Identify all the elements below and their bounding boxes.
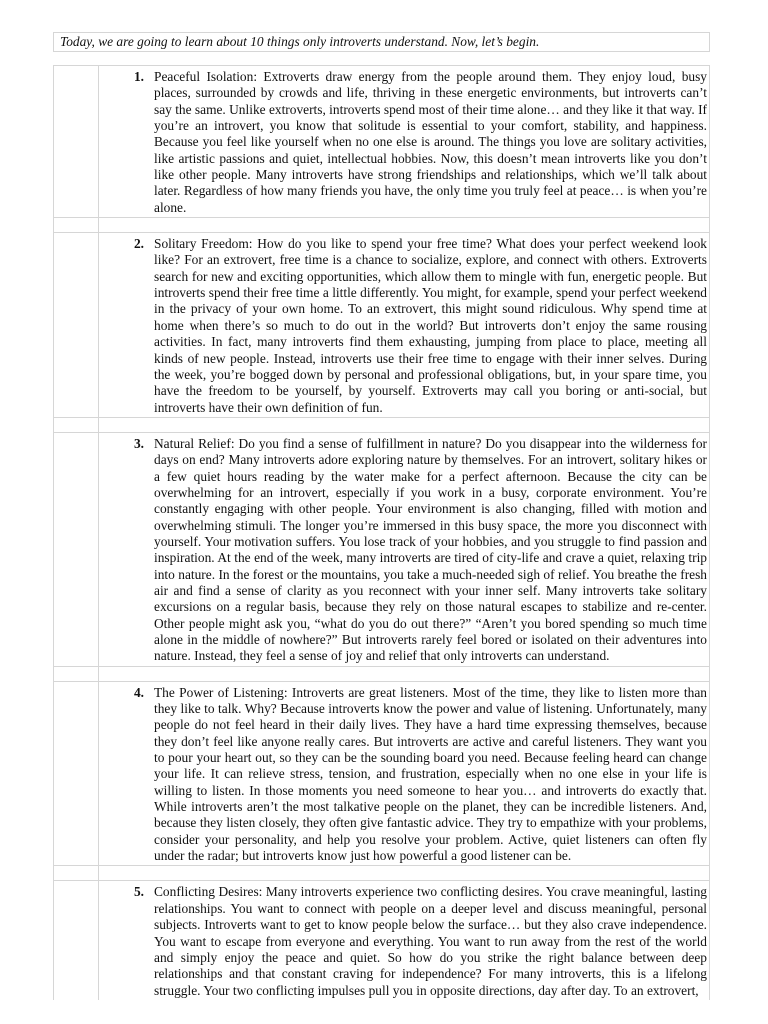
list-item-number: 1.: [133, 69, 144, 84]
list-item-body: [99, 66, 709, 217]
list-item: [53, 681, 710, 867]
list-item-text: Conflicting Desires: Many introverts experience two conflicting desires. You crave meaningful, lasting relationships. You want to connect with people on a deeper level and discuss meaningful, personal subjects. Introverts want to get to know people below the surface… but they also crave independence. You want to escape from everyone and everything. You want to run away from the rest of the world and simply enjoy the peace and quiet. So how do you strike the right balance between deep relationships and that constant craving for independence? For many introverts, this is a lifelong struggle. Your two conflicting impulses pull you in opposite directions, day after day. To an extrovert,: [154, 884, 707, 998]
list-item-number: 5.: [133, 884, 144, 900]
table-cell-empty: [54, 233, 99, 417]
table-gap: [53, 52, 710, 65]
document-table: [53, 32, 710, 1000]
table-spacer-row: [53, 218, 710, 232]
table-cell-empty: [54, 682, 99, 866]
list-item-body: [99, 433, 709, 666]
list-item: [53, 232, 710, 418]
table-cell-empty: [54, 66, 99, 217]
list-item-text: Solitary Freedom: How do you like to spend your free time? What does your perfect weekend look like? For an extrovert, free time is a chance to socialize, explore, and connect with others. Extroverts search for new and exciting opportunities, which allow them to mingle with fun, energetic people. But introverts spend their free time a little differently. You might, for example, spend your perfect weekend in the privacy of your own home. To an extrovert, this might sound ridiculous. Why spend time at home when there’s so much to do out in the world? But introverts don’t enjoy the same rousing activities. In fact, many introverts find them exhausting, jumping from place to place, meeting all kinds of new people. Instead, introverts use their free time to engage with their inner selves. During the week, you’re bogged down by personal and professional obligations, but, in your spare time, you have the freedom to be yourself, by yourself. Extroverts may call you boring or anti-social, but introverts have their own definition of fun.: [154, 236, 707, 415]
list-item-body: [99, 682, 709, 866]
list-item: [53, 65, 710, 218]
table-cell-empty: [54, 881, 99, 999]
table-spacer-row: [53, 866, 710, 880]
list-item: [53, 432, 710, 667]
list-item-body: [99, 881, 709, 999]
table-spacer-row: [53, 418, 710, 432]
table-cell-empty: [54, 433, 99, 666]
list-item-text: The Power of Listening: Introverts are great listeners. Most of the time, they like to listen more than they like to talk. Why? Because introverts know the power and value of listening. Unfortunately, many people do not feel heard in their daily lives. They have a hard time expressing themselves, because they don’t feel like anyone really cares. But introverts are active and careful listeners. They want you to pour your heart out, so they can be the sounding board you need. Because feeling heard can change your life. It can relieve stress, tension, and frustration, especially when no one else in your life is willing to listen. In those moments you need someone to hear you… and introverts do exactly that. While introverts aren’t the most talkative people on the planet, they can be incredible listeners. And, because they listen closely, they often give fantastic advice. They try to empathize with your problems, consider your personality, and help you resolve your problem. Active, quiet listeners can often fly under the radar; but introverts know just how powerful a good listener can be.: [154, 684, 707, 864]
list-item-number: 3.: [133, 435, 144, 451]
list-item-number: 2.: [133, 236, 144, 252]
list-item: [53, 880, 710, 999]
list-item-body: [99, 233, 709, 417]
table-spacer-row: [53, 667, 710, 681]
list-item-text: Peaceful Isolation: Extroverts draw energy from the people around them. They enjoy loud, busy places, surrounded by crowds and life, thriving in these energetic environments, but introverts can’t say the same. Unlike extroverts, introverts spend most of their time alone… and they like it that way. If you’re an introvert, you know that solitude is essential to your comfort, stability, and happiness. Because you feel like yourself when no one else is around. The things you love are solitary activities, like artistic passions and quiet, intellectual hobbies. Now, this doesn’t mean introverts like you don’t like other people. Many introverts have strong friendships and relationships, which we’ll talk about later. Regardless of how many friends you have, the only time you truly feel at peace… is when you’re alone.: [154, 69, 707, 215]
list-item-text: Natural Relief: Do you find a sense of fulfillment in nature? Do you disappear into the wilderness for days on end? Many introverts adore exploring nature by themselves. For an introvert, solitary hikes or a few quiet hours reading by the water make for a perfect afternoon. Because the city can be overwhelming for an introvert, especially if you work in a busy, corporate environment. You’re constantly engaging with other people. Your environment is also changing, filled with motion and overwhelming stimuli. The longer you’re immersed in this busy space, the more you disconnect with yourself. Your motivation suffers. You lose track of your hobbies, and you struggle to find passion and inspiration. At the end of the week, many introverts are tired of city-life and crave a quiet, relaxing trip into nature. In the forest or the mountains, you take a much-needed sigh of relief. You breathe the fresh air and find a sense of clarity as you reconnect with your inner self. Many introverts take solitary excursions on a regular basis, because they rely on those natural escapes to stabilize and re-center. Other people might ask you, “what do you do out there?” “Aren’t you bored spending so much time alone in the middle of nowhere?” But introverts rarely feel bored or isolated on their adventures into nature. Instead, they feel a sense of joy and relief that only introverts can understand.: [154, 435, 707, 664]
intro-line: Today, we are going to learn about 10 things only introverts understand. Now, let’s begin.: [53, 32, 710, 52]
list-item-number: 4.: [133, 684, 144, 700]
